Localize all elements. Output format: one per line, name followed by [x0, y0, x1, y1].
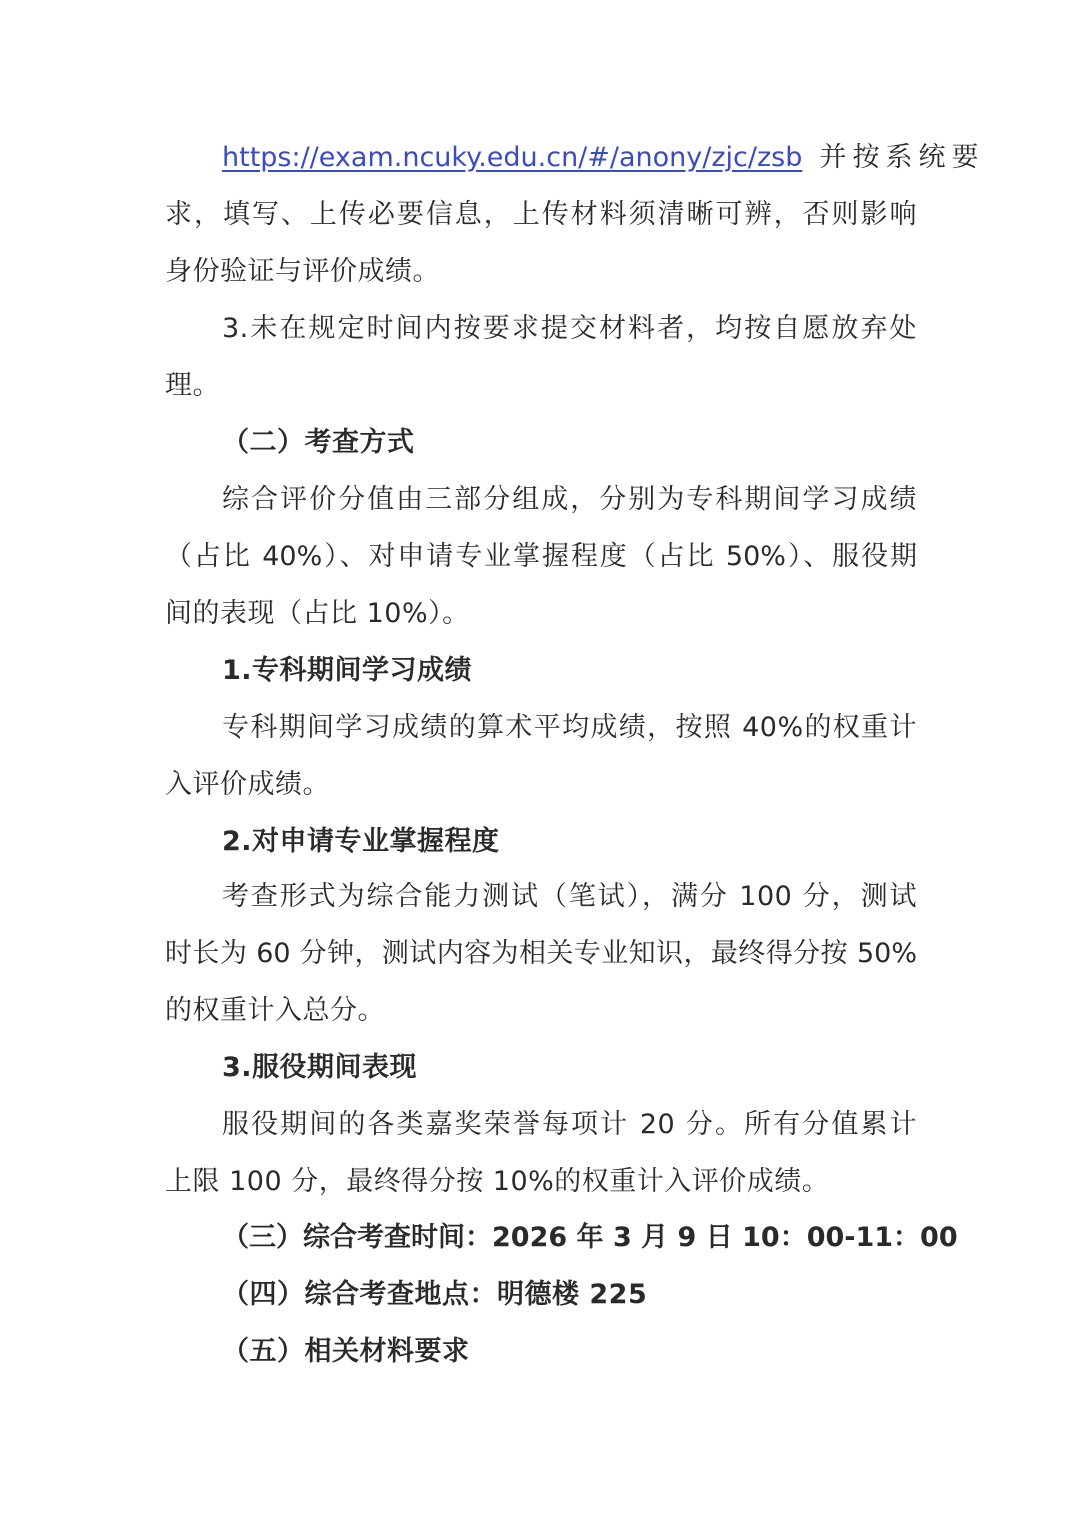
- body-text: 入评价成绩。: [165, 769, 330, 800]
- body-text: 考查形式为综合能力测试（笔试），满分 100 分，测试: [222, 881, 917, 912]
- subsection-heading: 1.专科期间学习成绩: [222, 655, 473, 686]
- section-heading: （五）相关材料要求: [222, 1336, 470, 1367]
- subsection-heading: 2.对申请专业掌握程度: [222, 826, 500, 857]
- exam-location: （四）综合考查地点：明德楼 225: [222, 1279, 648, 1310]
- body-text: 求，填写、上传必要信息，上传材料须清晰可辨，否则影响: [165, 199, 917, 230]
- body-text: 专科期间学习成绩的算术平均成绩，按照 40%的权重计: [222, 712, 917, 743]
- body-text: 理。: [165, 370, 220, 401]
- body-text: 间的表现（占比 10%）。: [165, 598, 470, 629]
- subsection-heading: 3.服役期间表现: [222, 1052, 418, 1083]
- body-text: 综合评价分值由三部分组成，分别为专科期间学习成绩: [222, 484, 917, 515]
- body-text: 服役期间的各类嘉奖荣誉每项计 20 分。所有分值累计: [222, 1109, 917, 1140]
- url-line: [222, 134, 985, 182]
- body-text: 的权重计入总分。: [165, 995, 385, 1026]
- body-text: 3.未在规定时间内按要求提交材料者，均按自愿放弃处: [222, 313, 917, 344]
- section-heading: （二）考查方式: [222, 427, 415, 458]
- body-text: 并按系统要: [819, 142, 985, 173]
- body-text: （占比 40%）、对申请专业掌握程度（占比 50%）、服役期: [165, 541, 917, 572]
- body-text: 身份验证与评价成绩。: [165, 256, 440, 287]
- body-text: 时长为 60 分钟，测试内容为相关专业知识，最终得分按 50%: [165, 938, 917, 969]
- exam-system-link[interactable]: https://exam.ncuky.edu.cn/#/anony/zjc/zsb: [222, 142, 803, 173]
- body-text: 上限 100 分，最终得分按 10%的权重计入评价成绩。: [165, 1166, 830, 1197]
- exam-time: （三）综合考查时间：2026 年 3 月 9 日 10：00-11：00: [222, 1222, 958, 1253]
